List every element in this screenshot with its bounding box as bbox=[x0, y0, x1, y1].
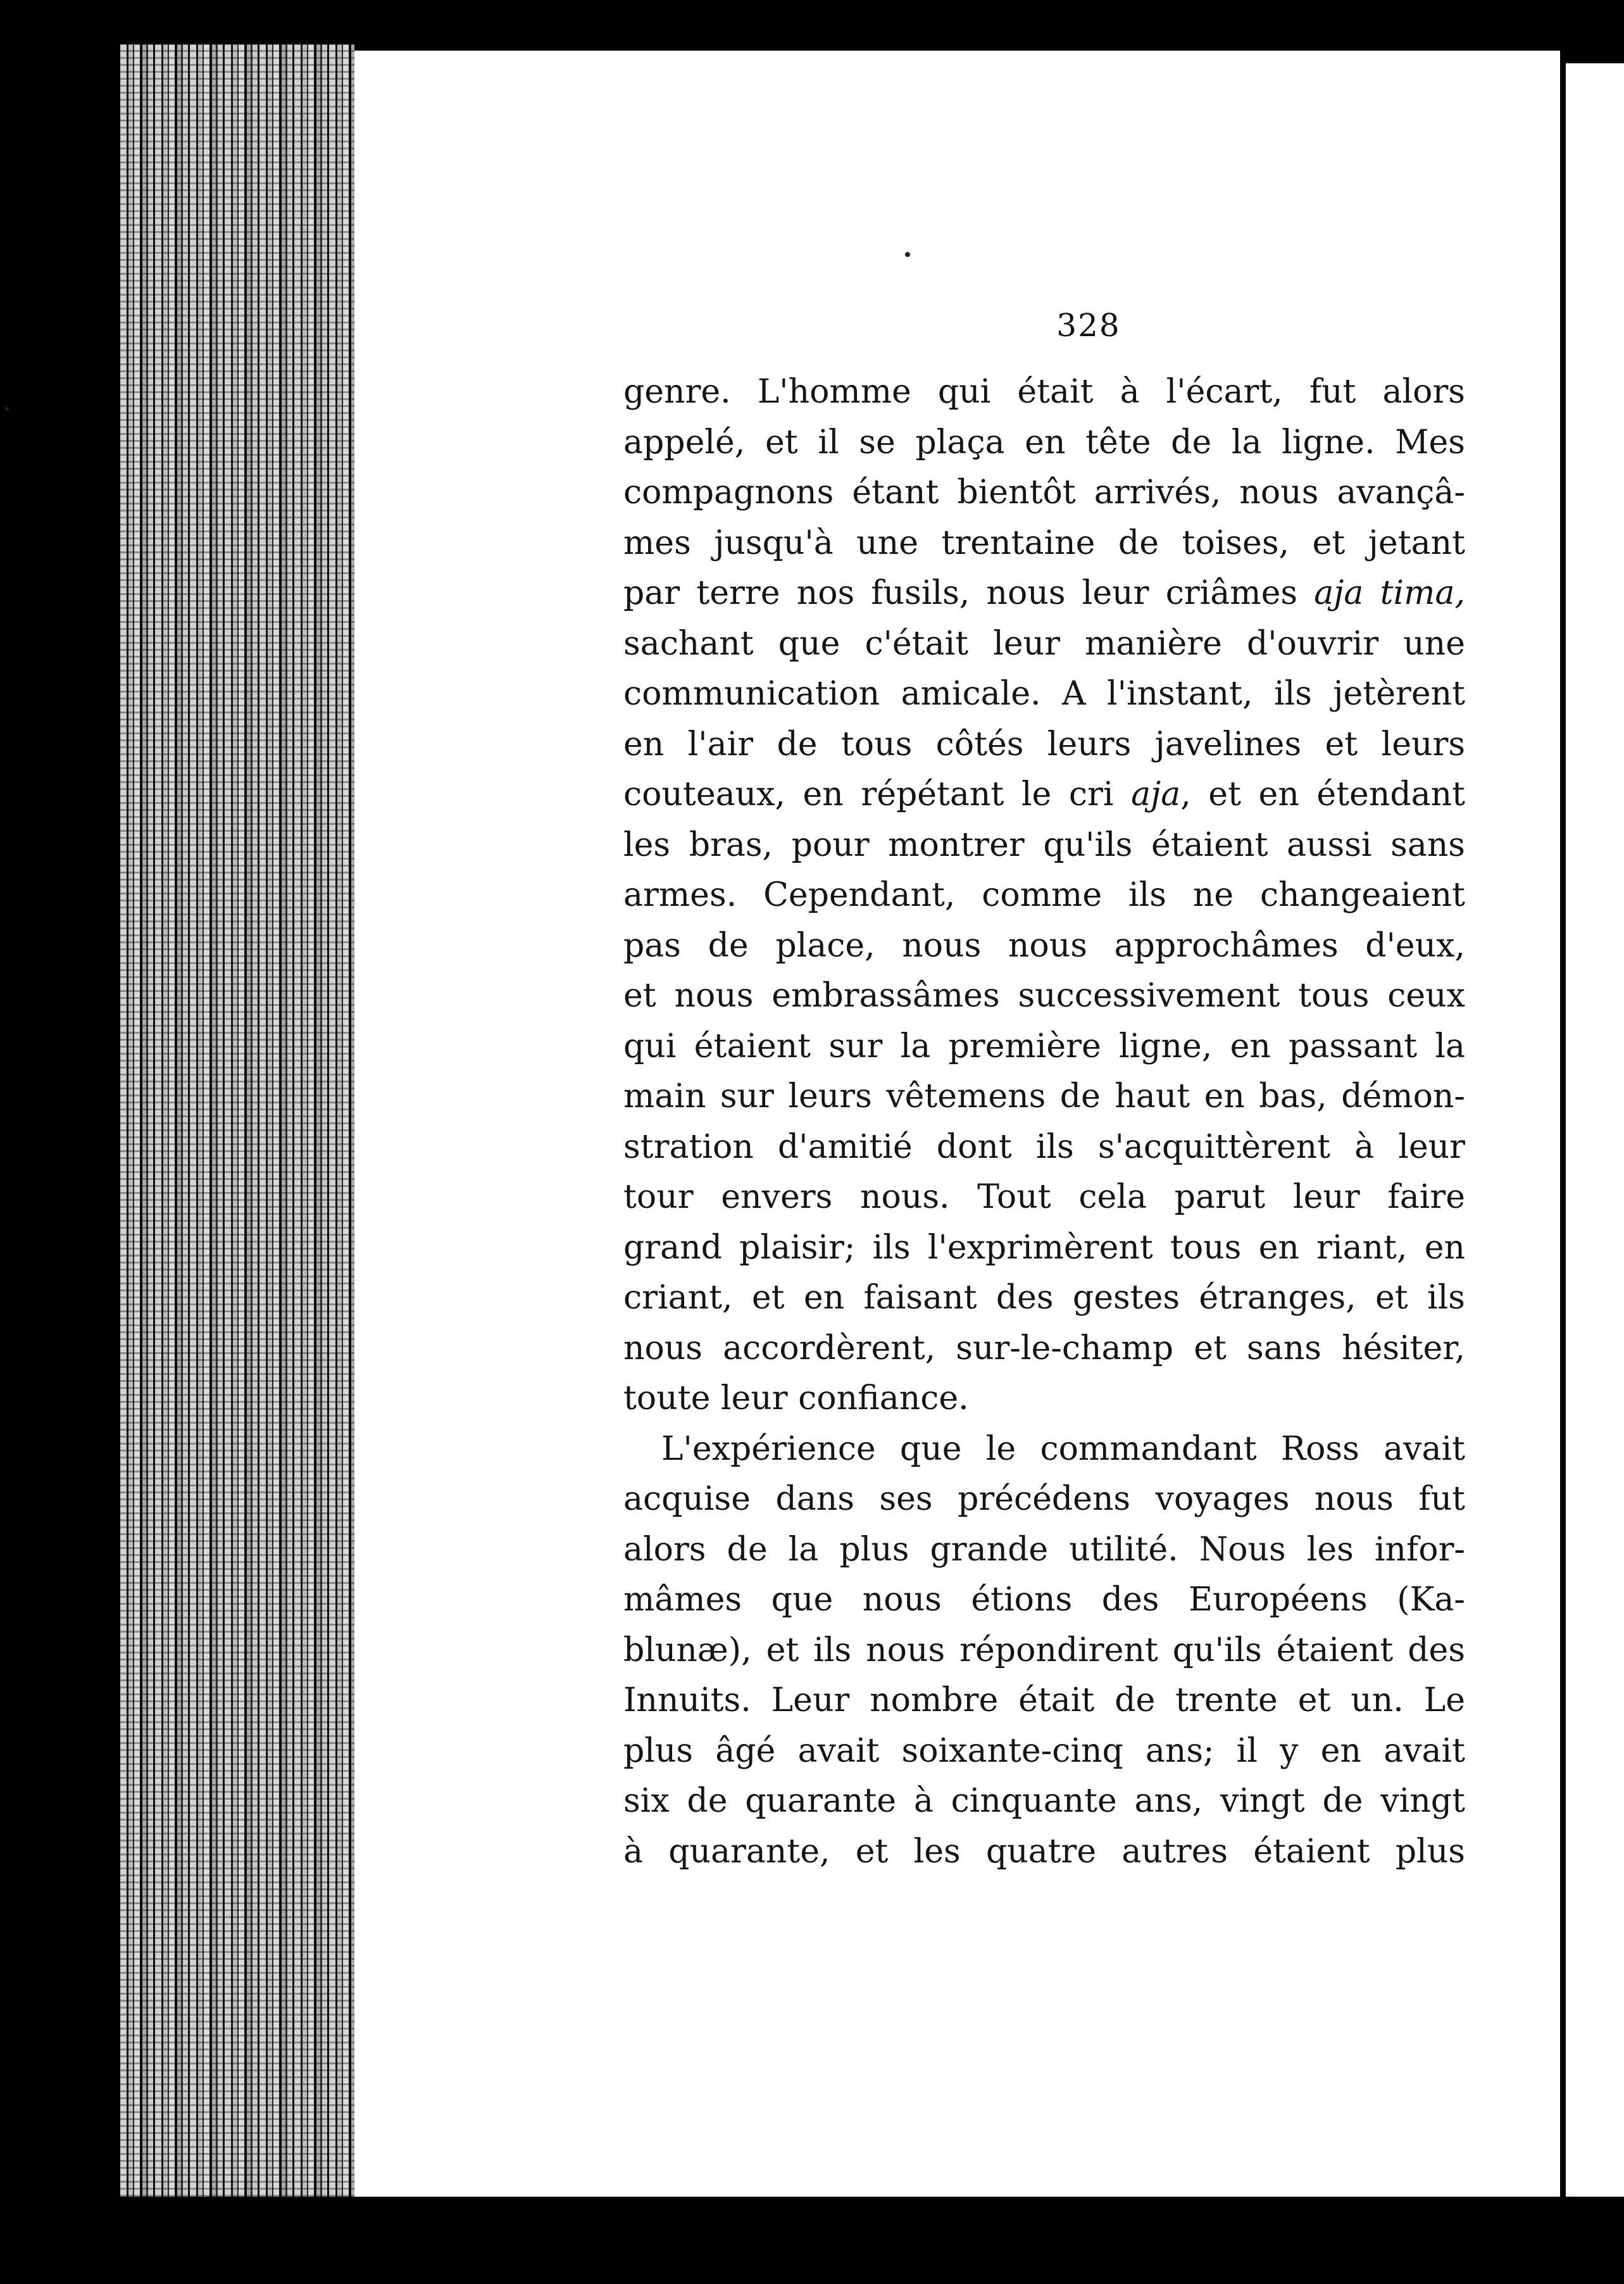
text-line: blunæ), et ils nous répondirent qu'ils étaient des bbox=[623, 1631, 1465, 1669]
text-line: couteaux, en répétant le cri aja, et en étendant bbox=[623, 775, 1465, 813]
text-line: communication amicale. A l'instant, ils jetèrent bbox=[623, 675, 1465, 713]
text-line: main sur leurs vêtemens de haut en bas, démon- bbox=[623, 1077, 1465, 1115]
text-line: en l'air de tous côtés leurs javelines et leurs bbox=[623, 725, 1465, 763]
text-line: criant, et en faisant des gestes étranges, et ils bbox=[623, 1279, 1465, 1317]
text-line: appelé, et il se plaça en tête de la ligne. Mes bbox=[623, 423, 1465, 461]
ink-speck bbox=[5, 407, 9, 411]
text-line: armes. Cependant, comme ils ne changeaient bbox=[623, 876, 1465, 914]
text-line: plus âgé avait soixante-cinq ans; il y en avait bbox=[623, 1731, 1465, 1770]
text-line: les bras, pour montrer qu'ils étaient aussi sans bbox=[623, 825, 1465, 864]
text-line: à quarante, et les quatre autres étaient plus bbox=[623, 1832, 1465, 1871]
text-line: stration d'amitié dont ils s'acquittèrent à leur bbox=[623, 1127, 1465, 1166]
adjacent-page-edge bbox=[1566, 63, 1624, 2197]
text-line: alors de la plus grande utilité. Nous les infor- bbox=[623, 1530, 1465, 1569]
text-line: tour envers nous. Tout cela parut leur faire bbox=[623, 1178, 1465, 1216]
text-line: nous accordèrent, sur-le-champ et sans hésiter, bbox=[623, 1329, 1465, 1367]
page-number: 328 bbox=[1056, 307, 1121, 344]
italic-phrase: aja tima, bbox=[1314, 574, 1465, 612]
text-line: sachant que c'était leur manière d'ouvrir une bbox=[623, 624, 1465, 663]
text-line: genre. L'homme qui était à l'écart, fut alors bbox=[623, 373, 1465, 411]
body-text bbox=[623, 367, 1465, 1877]
text-line: par terre nos fusils, nous leur criâmes aja tima, bbox=[623, 574, 1465, 612]
text-line: L'expérience que le commandant Ross avait bbox=[661, 1429, 1465, 1468]
text-line: pas de place, nous nous approchâmes d'eux, bbox=[623, 926, 1465, 965]
ink-speck bbox=[905, 252, 910, 257]
book-fore-edge bbox=[120, 44, 354, 2197]
text-line: qui étaient sur la première ligne, en passant la bbox=[623, 1027, 1465, 1065]
text-line: mes jusqu'à une trentaine de toises, et jetant bbox=[623, 524, 1465, 562]
text-line: Innuits. Leur nombre était de trente et un. Le bbox=[623, 1681, 1465, 1719]
text-line: six de quarante à cinquante ans, vingt de vingt bbox=[623, 1782, 1465, 1820]
italic-phrase: aja bbox=[1131, 775, 1181, 813]
text-line: acquise dans ses précédens voyages nous fut bbox=[623, 1480, 1465, 1518]
text-line: et nous embrassâmes successivement tous ceux bbox=[623, 977, 1465, 1015]
text-line: compagnons étant bientôt arrivés, nous avançâ- bbox=[623, 474, 1465, 511]
text-line: mâmes que nous étions des Européens (Ka- bbox=[623, 1581, 1465, 1619]
text-line: grand plaisir; ils l'exprimèrent tous en riant, en bbox=[623, 1228, 1465, 1267]
text-line: toute leur confiance. bbox=[623, 1379, 969, 1417]
